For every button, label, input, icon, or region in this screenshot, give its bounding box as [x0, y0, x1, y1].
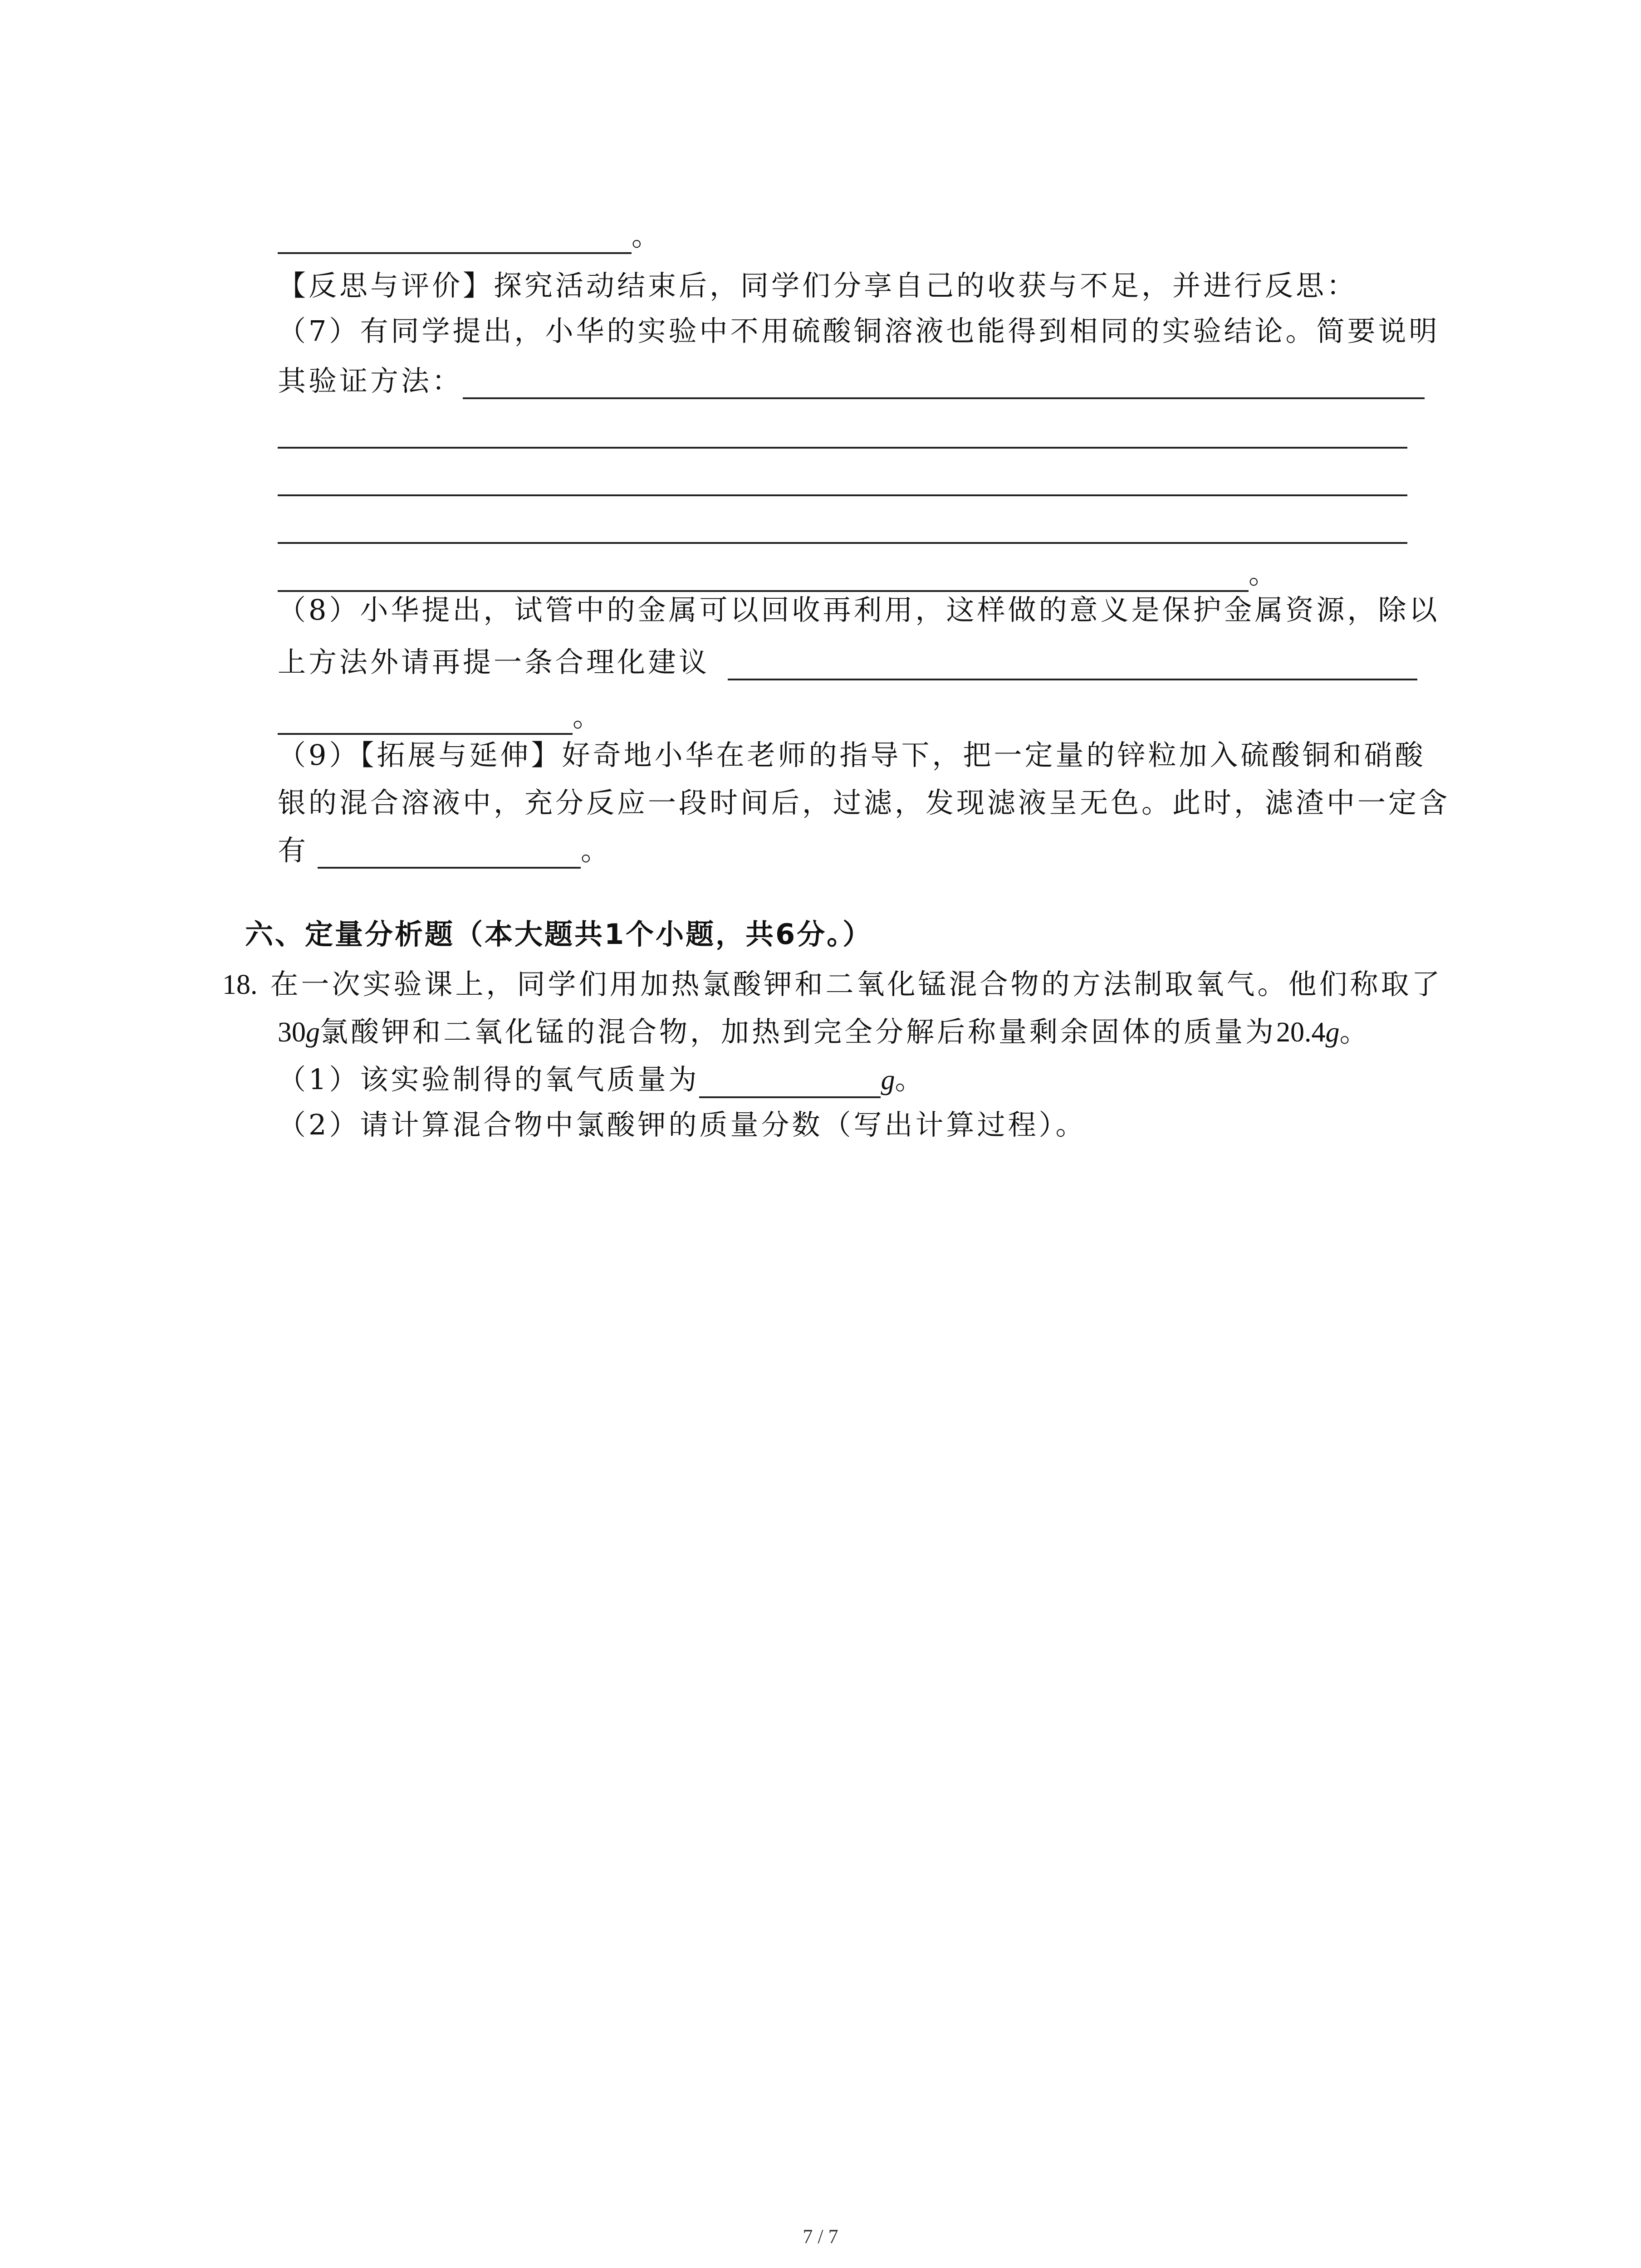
- question-18-line-1: [222, 966, 1443, 1003]
- mass-unit: g: [306, 1017, 320, 1048]
- question-8-line-2: [278, 644, 1417, 680]
- answer-rule-q7-4[interactable]: [278, 542, 1407, 544]
- residual-mass-unit: g: [1325, 1017, 1340, 1048]
- answer-blank[interactable]: [278, 222, 632, 254]
- section-6-heading: 六、定量分析题（本大题共1个小题，共6分。）: [245, 918, 873, 951]
- reflection-header: 【反思与评价】探究活动结束后，同学们分享自己的收获与不足，并进行反思：: [278, 269, 1358, 302]
- unit-g: g: [881, 1065, 895, 1095]
- question-18-text-2: 氯酸钾和二氧化锰的混合物，加热到完全分解后称量剩余固体的质量为: [320, 1015, 1277, 1048]
- question-9-line-2: 银的混合溶液中，充分反应一段时间后，过滤，发现滤液呈无色。此时，滤渣中一定含: [278, 786, 1450, 819]
- mass-value: 30: [278, 1017, 306, 1048]
- question-7-prompt: 其验证方法：: [278, 364, 463, 397]
- answer-blank-q7-last[interactable]: [278, 560, 1249, 592]
- answer-rule-q7-2[interactable]: [278, 447, 1407, 449]
- answer-blank-q7-first[interactable]: [463, 367, 1425, 399]
- period: 。: [1339, 1015, 1371, 1048]
- question-18-sub-2: （2）请计算混合物中氯酸钾的质量分数（写出计算过程）。: [278, 1108, 1087, 1141]
- period: 。: [1249, 557, 1280, 590]
- answer-blank-oxygen-mass[interactable]: [699, 1066, 881, 1098]
- question-18-text: 在一次实验课上，同学们用加热氯酸钾和二氧化锰混合物的方法制取氧气。他们称取了: [270, 968, 1443, 1001]
- period: 。: [573, 700, 604, 733]
- answer-line-q7-last: [278, 556, 1279, 592]
- answer-blank-q9[interactable]: [318, 837, 581, 869]
- residual-mass-value: 20.4: [1276, 1017, 1326, 1048]
- period: 。: [632, 219, 663, 252]
- answer-blank-q8-last[interactable]: [278, 703, 573, 735]
- answer-line-6: [278, 218, 662, 254]
- question-7-line-1: （7）有同学提出，小华的实验中不用硫酸铜溶液也能得到相同的实验结论。简要说明: [278, 314, 1440, 347]
- sub-question-1-text: （1）该实验制得的氧气质量为: [278, 1063, 700, 1096]
- answer-line-q8-last: [278, 699, 603, 735]
- question-18-line-2: [278, 1014, 1371, 1051]
- period: 。: [581, 834, 612, 867]
- answer-rule-q7-3[interactable]: [278, 494, 1407, 496]
- question-9-line-1: （9）【拓展与延伸】好奇地小华在老师的指导下，把一定量的锌粒加入硫酸铜和硝酸: [278, 738, 1426, 772]
- question-9-line-3: [278, 832, 612, 869]
- answer-blank-q8-first[interactable]: [728, 649, 1417, 680]
- question-9-prompt: 有: [278, 834, 309, 867]
- period: 。: [895, 1063, 926, 1096]
- page-number: 7 / 7: [803, 2225, 838, 2248]
- question-8-prompt: 上方法外请再提一条合理化建议: [278, 645, 710, 679]
- question-number: 18.: [222, 969, 258, 1000]
- question-7-line-2: [278, 363, 1425, 399]
- question-18-sub-1: [278, 1061, 926, 1098]
- question-8-line-1: （8）小华提出，试管中的金属可以回收再利用，这样做的意义是保护金属资源，除以: [278, 593, 1440, 626]
